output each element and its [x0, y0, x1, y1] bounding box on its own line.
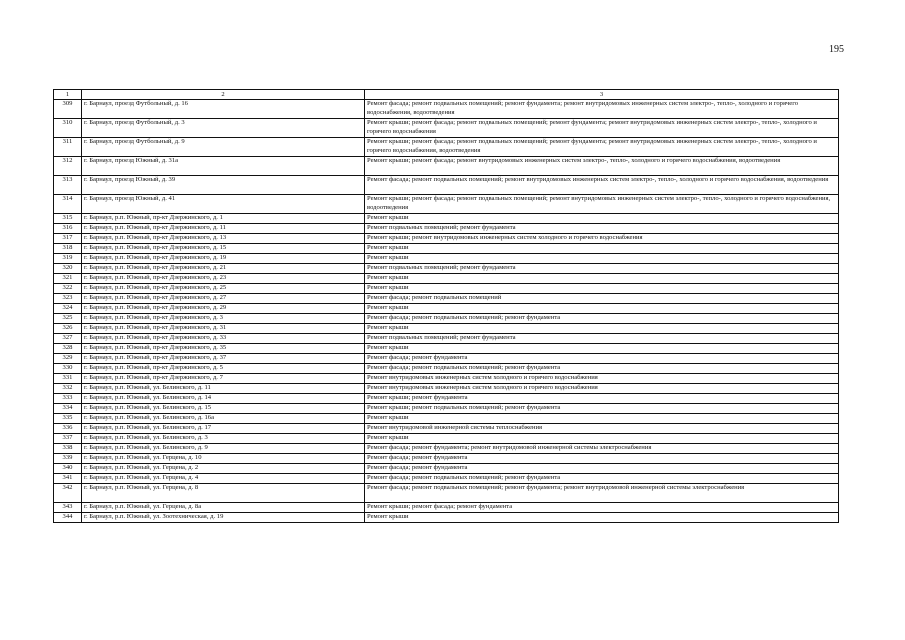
address-cell: г. Барнаул, р.п. Южный, пр-кт Дзержинского, д. 35 — [82, 344, 365, 354]
table-row — [54, 344, 839, 354]
repair-works-cell: Ремонт фасада; ремонт фундамента — [365, 464, 839, 474]
table-row — [54, 234, 839, 244]
row-number-cell: 326 — [54, 324, 82, 334]
row-number-cell: 342 — [54, 484, 82, 503]
repair-works-cell: Ремонт внутридомовой инженерной системы теплоснабжения — [365, 424, 839, 434]
table-row — [54, 354, 839, 364]
row-number-cell: 325 — [54, 314, 82, 324]
table-row — [54, 274, 839, 284]
repair-works-cell: Ремонт внутридомовых инженерных систем холодного и горячего водоснабжения — [365, 384, 839, 394]
column-header-address: 2 — [82, 90, 365, 100]
table-row — [54, 138, 839, 157]
repair-works-cell: Ремонт подвальных помещений; ремонт фундамента — [365, 264, 839, 274]
page-number: 195 — [829, 44, 844, 55]
table-row — [54, 454, 839, 464]
address-cell: г. Барнаул, р.п. Южный, ул. Белинского, д. 17 — [82, 424, 365, 434]
table-row — [54, 254, 839, 264]
table-row — [54, 434, 839, 444]
table-row — [54, 384, 839, 394]
row-number-cell: 324 — [54, 304, 82, 314]
row-number-cell: 332 — [54, 384, 82, 394]
address-cell: г. Барнаул, р.п. Южный, ул. Герцена, д. 10 — [82, 454, 365, 464]
address-cell: г. Барнаул, р.п. Южный, ул. Белинского, д. 15 — [82, 404, 365, 414]
address-cell: г. Барнаул, р.п. Южный, ул. Белинского, д. 3 — [82, 434, 365, 444]
table-row — [54, 294, 839, 304]
repair-works-cell: Ремонт фасада; ремонт подвальных помещений; ремонт внутридомовых инженерных систем электро-, тепло-, холодного и горячего водоснабжения, водоотведения — [365, 176, 839, 195]
row-number-cell: 323 — [54, 294, 82, 304]
address-cell: г. Барнаул, р.п. Южный, ул. Герцена, д. 4 — [82, 474, 365, 484]
repair-works-cell: Ремонт крыши — [365, 434, 839, 444]
repair-works-cell: Ремонт крыши — [365, 414, 839, 424]
address-cell: г. Барнаул, р.п. Южный, пр-кт Дзержинского, д. 33 — [82, 334, 365, 344]
address-cell: г. Барнаул, р.п. Южный, пр-кт Дзержинского, д. 31 — [82, 324, 365, 334]
row-number-cell: 335 — [54, 414, 82, 424]
row-number-cell: 315 — [54, 214, 82, 224]
row-number-cell: 309 — [54, 100, 82, 119]
row-number-cell: 338 — [54, 444, 82, 454]
row-number-cell: 337 — [54, 434, 82, 444]
repair-works-cell: Ремонт крыши — [365, 324, 839, 334]
repair-works-cell: Ремонт крыши; ремонт фасада; ремонт фундамента — [365, 503, 839, 513]
address-cell: г. Барнаул, р.п. Южный, ул. Герцена, д. 8а — [82, 503, 365, 513]
table-row — [54, 224, 839, 234]
table-row — [54, 513, 839, 523]
repair-works-cell: Ремонт фасада; ремонт подвальных помещений; ремонт фундамента — [365, 474, 839, 484]
table-row — [54, 214, 839, 224]
address-cell: г. Барнаул, р.п. Южный, пр-кт Дзержинского, д. 23 — [82, 274, 365, 284]
address-cell: г. Барнаул, р.п. Южный, пр-кт Дзержинского, д. 1 — [82, 214, 365, 224]
repair-works-cell: Ремонт крыши — [365, 274, 839, 284]
address-cell: г. Барнаул, р.п. Южный, ул. Герцена, д. 2 — [82, 464, 365, 474]
row-number-cell: 334 — [54, 404, 82, 414]
repair-works-cell: Ремонт крыши — [365, 254, 839, 264]
table-row — [54, 284, 839, 294]
address-cell: г. Барнаул, р.п. Южный, пр-кт Дзержинского, д. 37 — [82, 354, 365, 364]
row-number-cell: 343 — [54, 503, 82, 513]
repair-register-table — [53, 89, 839, 523]
repair-works-cell: Ремонт фасада; ремонт фундамента — [365, 454, 839, 464]
address-cell: г. Барнаул, р.п. Южный, ул. Белинского, д. 16а — [82, 414, 365, 424]
address-cell: г. Барнаул, р.п. Южный, пр-кт Дзержинского, д. 29 — [82, 304, 365, 314]
repair-works-cell: Ремонт крыши — [365, 513, 839, 523]
row-number-cell: 318 — [54, 244, 82, 254]
repair-works-cell: Ремонт крыши; ремонт фасада; ремонт подвальных помещений; ремонт фундамента; ремонт внутридомовых инженерных систем электро-, тепло-, холодного и горячего водоснабжения — [365, 119, 839, 138]
table-row — [54, 244, 839, 254]
table-row — [54, 176, 839, 195]
repair-works-cell: Ремонт крыши — [365, 304, 839, 314]
repair-works-cell: Ремонт фасада; ремонт фундамента; ремонт внутридомовой инженерной системы электроснабжения — [365, 444, 839, 454]
repair-works-cell: Ремонт фасада; ремонт подвальных помещений — [365, 294, 839, 304]
row-number-cell: 313 — [54, 176, 82, 195]
table-row — [54, 264, 839, 274]
address-cell: г. Барнаул, проезд Футбольный, д. 9 — [82, 138, 365, 157]
table-row — [54, 100, 839, 119]
column-header-number: 1 — [54, 90, 82, 100]
address-cell: г. Барнаул, р.п. Южный, пр-кт Дзержинского, д. 11 — [82, 224, 365, 234]
table-row — [54, 414, 839, 424]
table-row — [54, 394, 839, 404]
row-number-cell: 312 — [54, 157, 82, 176]
table-row — [54, 364, 839, 374]
row-number-cell: 330 — [54, 364, 82, 374]
table-row — [54, 444, 839, 454]
column-header-works: 3 — [365, 90, 839, 100]
table-row — [54, 474, 839, 484]
address-cell: г. Барнаул, р.п. Южный, ул. Белинского, д. 11 — [82, 384, 365, 394]
repair-works-cell: Ремонт крыши; ремонт фасада; ремонт подвальных помещений; ремонт внутридомовых инженерных систем электро-, тепло-, холодного и горячего водоснабжения, водоотведения — [365, 195, 839, 214]
address-cell: г. Барнаул, р.п. Южный, пр-кт Дзержинского, д. 27 — [82, 294, 365, 304]
table-row — [54, 503, 839, 513]
table-row — [54, 374, 839, 384]
table-row — [54, 484, 839, 503]
repair-works-cell: Ремонт фасада; ремонт подвальных помещений; ремонт фундамента — [365, 364, 839, 374]
repair-works-cell: Ремонт крыши — [365, 214, 839, 224]
row-number-cell: 314 — [54, 195, 82, 214]
repair-works-cell: Ремонт крыши; ремонт фундамента — [365, 394, 839, 404]
row-number-cell: 320 — [54, 264, 82, 274]
table-row — [54, 464, 839, 474]
row-number-cell: 319 — [54, 254, 82, 264]
repair-works-cell: Ремонт крыши — [365, 284, 839, 294]
table-row — [54, 119, 839, 138]
row-number-cell: 310 — [54, 119, 82, 138]
row-number-cell: 344 — [54, 513, 82, 523]
address-cell: г. Барнаул, р.п. Южный, ул. Белинского, д. 14 — [82, 394, 365, 404]
table-row — [54, 195, 839, 214]
table-row — [54, 324, 839, 334]
address-cell: г. Барнаул, проезд Южный, д. 41 — [82, 195, 365, 214]
repair-works-cell: Ремонт фасада; ремонт подвальных помещений; ремонт фундамента — [365, 314, 839, 324]
row-number-cell: 322 — [54, 284, 82, 294]
row-number-cell: 333 — [54, 394, 82, 404]
repair-works-cell: Ремонт фасада; ремонт фундамента — [365, 354, 839, 364]
address-cell: г. Барнаул, р.п. Южный, ул. Герцена, д. 8 — [82, 484, 365, 503]
repair-works-cell: Ремонт фасада; ремонт подвальных помещений; ремонт фундамента; ремонт внутридомовой инженерной системы электроснабжения — [365, 484, 839, 503]
row-number-cell: 329 — [54, 354, 82, 364]
row-number-cell: 331 — [54, 374, 82, 384]
address-cell: г. Барнаул, проезд Футбольный, д. 16 — [82, 100, 365, 119]
repair-works-cell: Ремонт крыши; ремонт внутридомовых инженерных систем холодного и горячего водоснабжения — [365, 234, 839, 244]
address-cell: г. Барнаул, р.п. Южный, ул. Зоотехническая, д. 19 — [82, 513, 365, 523]
row-number-cell: 341 — [54, 474, 82, 484]
repair-works-cell: Ремонт фасада; ремонт подвальных помещений; ремонт фундамента; ремонт внутридомовых инженерных систем электро-, тепло-, холодного и горячего водоснабжения, водоотведения — [365, 100, 839, 119]
address-cell: г. Барнаул, проезд Футбольный, д. 3 — [82, 119, 365, 138]
repair-works-cell: Ремонт крыши — [365, 244, 839, 254]
address-cell: г. Барнаул, р.п. Южный, пр-кт Дзержинского, д. 15 — [82, 244, 365, 254]
table-row — [54, 424, 839, 434]
address-cell: г. Барнаул, р.п. Южный, пр-кт Дзержинского, д. 7 — [82, 374, 365, 384]
repair-works-cell: Ремонт крыши — [365, 344, 839, 354]
repair-works-cell: Ремонт крыши; ремонт подвальных помещений; ремонт фундамента — [365, 404, 839, 414]
table-row — [54, 157, 839, 176]
row-number-cell: 317 — [54, 234, 82, 244]
repair-works-cell: Ремонт крыши; ремонт фасада; ремонт подвальных помещений; ремонт фундамента; ремонт внутридомовых инженерных систем электро-, тепло-, холодного и горячего водоснабжения, водоотведения — [365, 138, 839, 157]
address-cell: г. Барнаул, р.п. Южный, пр-кт Дзержинского, д. 25 — [82, 284, 365, 294]
row-number-cell: 340 — [54, 464, 82, 474]
row-number-cell: 339 — [54, 454, 82, 464]
table-row — [54, 404, 839, 414]
address-cell: г. Барнаул, р.п. Южный, ул. Белинского, д. 9 — [82, 444, 365, 454]
header-row — [54, 90, 839, 100]
address-cell: г. Барнаул, р.п. Южный, пр-кт Дзержинского, д. 3 — [82, 314, 365, 324]
address-cell: г. Барнаул, р.п. Южный, пр-кт Дзержинского, д. 5 — [82, 364, 365, 374]
table-row — [54, 304, 839, 314]
repair-works-cell: Ремонт внутридомовых инженерных систем холодного и горячего водоснабжения — [365, 374, 839, 384]
repair-works-cell: Ремонт крыши; ремонт фасада; ремонт внутридомовых инженерных систем электро-, тепло-, холодного и горячего водоснабжения, водоотведения — [365, 157, 839, 176]
table-row — [54, 334, 839, 344]
address-cell: г. Барнаул, р.п. Южный, пр-кт Дзержинского, д. 21 — [82, 264, 365, 274]
address-cell: г. Барнаул, р.п. Южный, пр-кт Дзержинского, д. 19 — [82, 254, 365, 264]
row-number-cell: 311 — [54, 138, 82, 157]
row-number-cell: 327 — [54, 334, 82, 344]
row-number-cell: 316 — [54, 224, 82, 234]
address-cell: г. Барнаул, проезд Южный, д. 31а — [82, 157, 365, 176]
table-row — [54, 314, 839, 324]
row-number-cell: 321 — [54, 274, 82, 284]
address-cell: г. Барнаул, проезд Южный, д. 39 — [82, 176, 365, 195]
repair-works-cell: Ремонт подвальных помещений; ремонт фундамента — [365, 334, 839, 344]
address-cell: г. Барнаул, р.п. Южный, пр-кт Дзержинского, д. 13 — [82, 234, 365, 244]
repair-works-cell: Ремонт подвальных помещений; ремонт фундамента — [365, 224, 839, 234]
row-number-cell: 336 — [54, 424, 82, 434]
row-number-cell: 328 — [54, 344, 82, 354]
